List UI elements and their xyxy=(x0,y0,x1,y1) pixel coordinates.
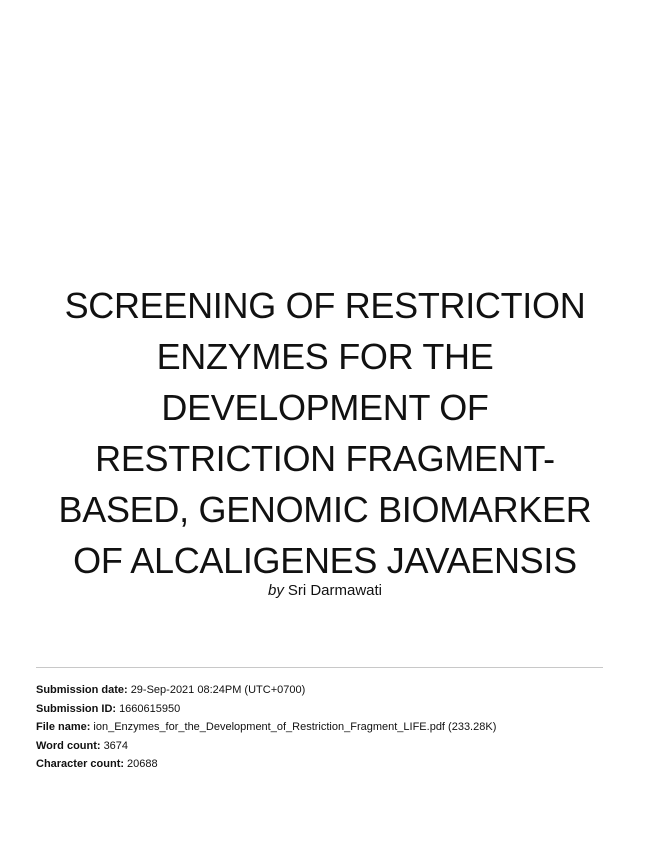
submission-date-row xyxy=(36,681,616,700)
title-line-2: ENZYMES FOR THE xyxy=(156,336,494,377)
divider xyxy=(36,667,603,668)
file-name-label: File name: xyxy=(36,721,91,733)
title-line-1: SCREENING OF RESTRICTION xyxy=(64,285,586,326)
byline-prefix: by xyxy=(267,582,284,599)
title-line-3: DEVELOPMENT OF xyxy=(161,387,489,428)
submission-date-label: Submission date: xyxy=(36,684,128,696)
file-name-row xyxy=(36,718,616,737)
submission-date-value: 29-Sep-2021 08:24PM (UTC+0700) xyxy=(130,684,306,696)
word-count-label: Word count: xyxy=(36,739,101,752)
file-name-value: ion_Enzymes_for_the_Development_of_Restriction_Fragment_LIFE.pdf (233.28K) xyxy=(93,721,497,733)
submission-id-row xyxy=(36,700,616,719)
word-count-row xyxy=(36,737,616,756)
submission-id-value: 1660615950 xyxy=(119,702,181,715)
document-title xyxy=(25,280,625,586)
title-line-6: OF ALCALIGENES JAVAENSIS xyxy=(73,540,577,581)
character-count-row xyxy=(36,755,616,774)
word-count-value: 3674 xyxy=(103,739,129,752)
character-count-value: 20688 xyxy=(127,758,158,770)
submission-id-label: Submission ID: xyxy=(36,702,117,715)
character-count-label: Character count: xyxy=(36,758,125,770)
title-line-5: BASED, GENOMIC BIOMARKER xyxy=(58,489,592,530)
author-byline xyxy=(25,582,625,599)
author-name: Sri Darmawati xyxy=(287,582,383,599)
title-line-4: RESTRICTION FRAGMENT- xyxy=(95,438,555,479)
submission-info xyxy=(36,681,616,774)
